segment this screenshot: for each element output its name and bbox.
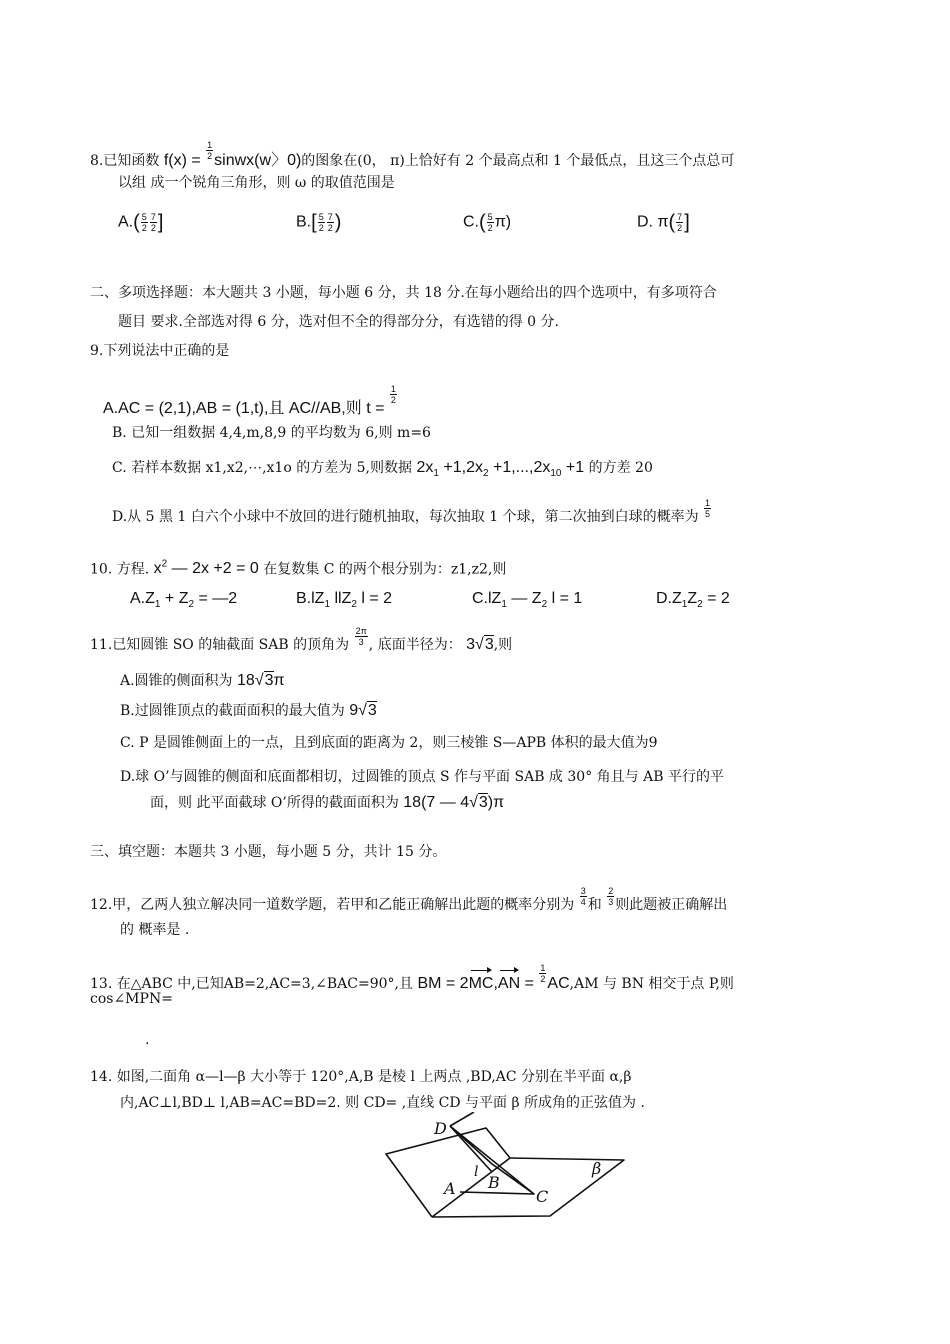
q8-a-f2n: 7 [150, 212, 156, 222]
q8-half-num: 1 [207, 140, 213, 150]
q12-post: 则此题被正确解出 [615, 897, 728, 913]
q10-b-s2: 2 [351, 599, 357, 611]
q11-a-rad: 3 [264, 672, 274, 689]
q8-option-a [118, 212, 163, 238]
q11-mid: , 底面半径为： [368, 637, 462, 653]
q9-c-m2: +1,...,2x [488, 459, 551, 476]
q10-c1: C.lZ [472, 590, 502, 607]
q8-b-frac2 [327, 212, 334, 233]
q10-a-s1: 1 [154, 599, 161, 611]
q10-a-s2: 2 [188, 599, 195, 611]
q10-sq: 2 [161, 559, 168, 570]
q8-b-f1n: 5 [318, 212, 324, 222]
q11-stem [90, 626, 512, 654]
q8-a-f2d: 2 [150, 223, 156, 233]
q12-line1 [90, 886, 727, 914]
q10-a3: = —2 [194, 590, 238, 607]
q13-ac: AC [547, 975, 570, 992]
q9-c-post: 的方差 20 [584, 460, 653, 476]
q14-line1: 14. 如图,二面角 α—l—β 大小等于 120°,A,B 是棱 l 上两点 ,BD,AC 分别在半平面 α,β [90, 1069, 632, 1085]
q9-option-b: B. 已知一组数据 4,4,m,8,9 的平均数为 6,则 m=6 [112, 425, 431, 441]
q10-equation [154, 560, 259, 577]
q10-b2: llZ [330, 590, 352, 607]
q10-c3: l = 1 [547, 590, 583, 607]
q9-a-text: A.AC = (2,1),AB = (1,t),且 AC//AB,则 t = [103, 400, 389, 417]
q12-p1 [580, 886, 587, 907]
q9-stem: 9.下列说法中正确的是 [90, 343, 230, 359]
q10-d-s2: 2 [697, 599, 703, 611]
q13-an-vector: AN [497, 975, 521, 992]
q8-option-c [463, 212, 511, 238]
q10-b1: B.lZ [296, 590, 325, 607]
q11-radius: 3√3 [461, 636, 494, 653]
q8-half [206, 140, 213, 161]
q9-a-frac [390, 384, 397, 405]
q8-a-frac2 [150, 212, 157, 233]
q12-p1-d: 4 [580, 897, 586, 907]
q13-eq2: = 2 [441, 975, 469, 992]
q10-b3: l = 2 [356, 590, 393, 607]
q9-c-m0: 2x [416, 459, 434, 476]
q12-p2-d: 3 [608, 897, 614, 907]
section2-line1: 二、多项选择题：本大题共 3 小题，每小题 6 分，共 18 分.在每小题给出的四个选项中，有多项符合 [90, 285, 717, 301]
q8-line1 [90, 140, 734, 170]
q8-c-f1n: 5 [487, 212, 493, 222]
q10-post: 在复数集 C 的两个根分别为：z1,z2,则 [258, 561, 507, 578]
q9-c-m1: +1,2x [438, 459, 483, 476]
q8-c-frac1 [487, 212, 494, 233]
label-b: B [488, 1173, 500, 1192]
q11-option-b [120, 702, 377, 720]
label-d: D [434, 1119, 447, 1138]
segment-bd [450, 1126, 492, 1172]
q10-option-b [296, 590, 392, 614]
q13-line3: . [145, 1032, 150, 1048]
q8-a-f1d: 2 [141, 223, 147, 233]
q11-a-m: 18 [237, 672, 255, 689]
q9-d-d: 5 [705, 509, 711, 519]
q11-r-rad: 3 [484, 636, 494, 653]
q8-d-open: ( [668, 211, 676, 234]
q9-a-d: 2 [390, 395, 396, 405]
q10-a1: A.Z [130, 590, 155, 607]
q13-math [417, 963, 570, 992]
q11-a-end: π [273, 672, 285, 689]
q8-option-d-label: D. [637, 213, 653, 231]
q11-option-c: C. P 是圆锥侧面上的一点，且到底面的距离为 2，则三棱锥 S—APB 体积的最大值为9 [120, 735, 658, 751]
q11-b-math: 9√3 [349, 702, 377, 719]
q8-b-open: [ [311, 211, 317, 234]
q8-c-pi: π) [494, 213, 512, 231]
q10-c-s1: 1 [501, 599, 507, 611]
q13-pre: 13. 在△ABC 中,已知AB=2,AC=3,∠BAC=90°,且 [90, 976, 418, 992]
q11-option-d-line2 [150, 794, 504, 812]
q8-b-f2d: 2 [327, 223, 333, 233]
q10-d2: Z [687, 590, 698, 607]
q11-angle [355, 626, 368, 647]
q13-comma: , [493, 975, 498, 992]
q8-option-b [296, 212, 341, 238]
q9-c-sub2: 2 [482, 468, 489, 480]
q8-d-close: ] [684, 211, 690, 234]
q13-h-d: 2 [540, 974, 546, 984]
q9-c-pre: C. 若样本数据 x1,x2,⋯,x1o 的方差为 5,则数据 [112, 460, 417, 476]
q10-x: x [153, 560, 162, 578]
q11-b-rad: 3 [367, 702, 377, 719]
q8-line1-post: 的图象在(0， π)上恰好有 2 个最高点和 1 个最低点，且这三个点总可 [301, 153, 735, 169]
label-beta: β [592, 1159, 602, 1178]
q10-b-s1: 1 [324, 599, 331, 611]
q12-p2-n: 2 [608, 886, 614, 896]
q8-a-close: ] [157, 211, 164, 234]
q8-d-pi: π [657, 213, 669, 231]
q13-mc-vector: MC [468, 975, 494, 992]
segment-d-top [450, 1112, 474, 1126]
q11-pre: 11.已知圆锥 SO 的轴截面 SAB 的顶角为 [90, 637, 354, 653]
q10-d-s1: 1 [681, 599, 688, 611]
q9-c-math [416, 459, 585, 480]
q8-option-c-label: C. [463, 213, 479, 231]
q10-stem [90, 556, 506, 578]
q10-c2: — Z [506, 590, 542, 607]
q11-b-text: B.过圆锥顶点的截面面积的最大值为 [120, 703, 350, 719]
q8-option-d [637, 212, 690, 238]
q8-a-f1n: 5 [141, 212, 147, 222]
q13-eq: = [520, 975, 539, 992]
q8-c-open: ( [479, 211, 486, 234]
q8-d-fn: 7 [677, 212, 683, 222]
q8-half-den: 2 [207, 151, 213, 161]
q9-d-n: 1 [705, 498, 711, 508]
q9-a-n: 1 [390, 384, 396, 394]
q9-option-c [112, 459, 653, 483]
q13-h-n: 1 [540, 963, 546, 973]
q13-half [539, 963, 546, 984]
label-l: l [474, 1164, 479, 1180]
q11-a-text: A.圆锥的侧面积为 [120, 673, 238, 689]
q12-and: 和 [587, 897, 607, 913]
q8-b-close: ) [334, 211, 342, 234]
q8-d-fd: 2 [677, 223, 683, 233]
q10-c-s2: 2 [541, 599, 548, 611]
q8-b-f1d: 2 [318, 223, 324, 233]
q10-d1: D.Z [656, 590, 682, 607]
q10-eq: — 2x +2 = 0 [167, 560, 259, 578]
q13-bm: BM [417, 975, 442, 992]
q8-option-a-label: A. [118, 213, 134, 231]
q12-p2 [607, 886, 614, 907]
q8-a-open: ( [133, 211, 140, 234]
q9-d-text: D.从 5 黑 1 白六个小球中不放回的进行随机抽取，每次抽取 1 个球，第二次抽到白球的概率为 [112, 509, 704, 525]
section3-line: 三、填空题：本题共 3 小题，每小题 5 分，共计 15 分。 [90, 844, 447, 860]
q11-b-m: 9 [349, 702, 359, 719]
q13-line2: cos∠MPN= [90, 991, 173, 1007]
q10-a2: + Z [160, 590, 189, 607]
q11-a-math: 18√3π [237, 672, 285, 689]
q10-d3: = 2 [702, 590, 730, 607]
q11-post: ,则 [493, 637, 513, 653]
q8-d-frac [676, 212, 683, 233]
q11-d-m: 18(7 — 4 [403, 794, 470, 811]
q8-a-frac1 [141, 212, 148, 233]
q8-option-b-label: B. [296, 213, 312, 231]
q9-d-frac [704, 498, 711, 519]
q14-line2: 内,AC⊥l,BD⊥ l,AB=AC=BD=2. 则 CD= ,直线 CD 与平面 β 所成角的正弦值为 . [120, 1095, 645, 1111]
q8-expr: sinwx(w〉0) [214, 152, 302, 169]
q8-b-frac1 [318, 212, 325, 233]
q10-option-d [656, 590, 730, 614]
label-c: C [536, 1187, 549, 1206]
q8-prefix: 8.已知函数 [90, 153, 164, 169]
q12-p1-n: 3 [580, 886, 586, 896]
q12-line2: 的 概率是 . [120, 922, 190, 938]
q12-pre: 12.甲，乙两人独立解决同一道数学题，若甲和乙能正确解出此题的概率分别为 [90, 897, 579, 913]
q10-pre: 10. 方程. [90, 561, 154, 578]
q8-c-f1d: 2 [487, 223, 493, 233]
q9-option-d [112, 498, 712, 526]
q11-ang-d: 3 [358, 637, 364, 647]
q8-b-f2n: 7 [327, 212, 333, 222]
dihedral-angle-figure [384, 1112, 630, 1222]
q9-c-end: +1 [561, 459, 585, 476]
q10-option-c [472, 590, 582, 614]
q13-post: ,AM 与 BN 相交于点 P,则 [569, 976, 734, 992]
q11-option-a [120, 672, 285, 690]
q9-option-a [103, 384, 398, 418]
q8-function: f(x) = [163, 152, 206, 169]
q11-d-math: 18(7 — 4√3)π [403, 794, 505, 811]
q8-line2: 以组 成一个锐角三角形，则 ω 的取值范围是 [118, 175, 395, 191]
q11-ang-n: 2π [355, 626, 367, 636]
section2-line2: 题目 要求.全部选对得 6 分，选对但不全的得部分分，有选错的得 0 分. [118, 314, 559, 330]
q9-c-sub1: 1 [433, 468, 439, 480]
segment-ac [460, 1192, 534, 1194]
q11-d-text: 面，则 此平面截球 O’所得的截面面积为 [150, 795, 404, 811]
q13-line1 [90, 963, 734, 993]
q10-option-a [130, 590, 237, 614]
q11-option-d-line1: D.球 O’与圆锥的侧面和底面都相切，过圆锥的顶点 S 作与平面 SAB 成 30° 角且与 AB 平行的平 [120, 769, 724, 785]
q11-d-rad: 3 [478, 794, 488, 811]
q11-r-pre: 3 [461, 636, 476, 653]
q11-d-end: )π [487, 794, 505, 811]
q9-c-sub3: 10 [550, 468, 562, 480]
label-a: A [444, 1179, 456, 1198]
